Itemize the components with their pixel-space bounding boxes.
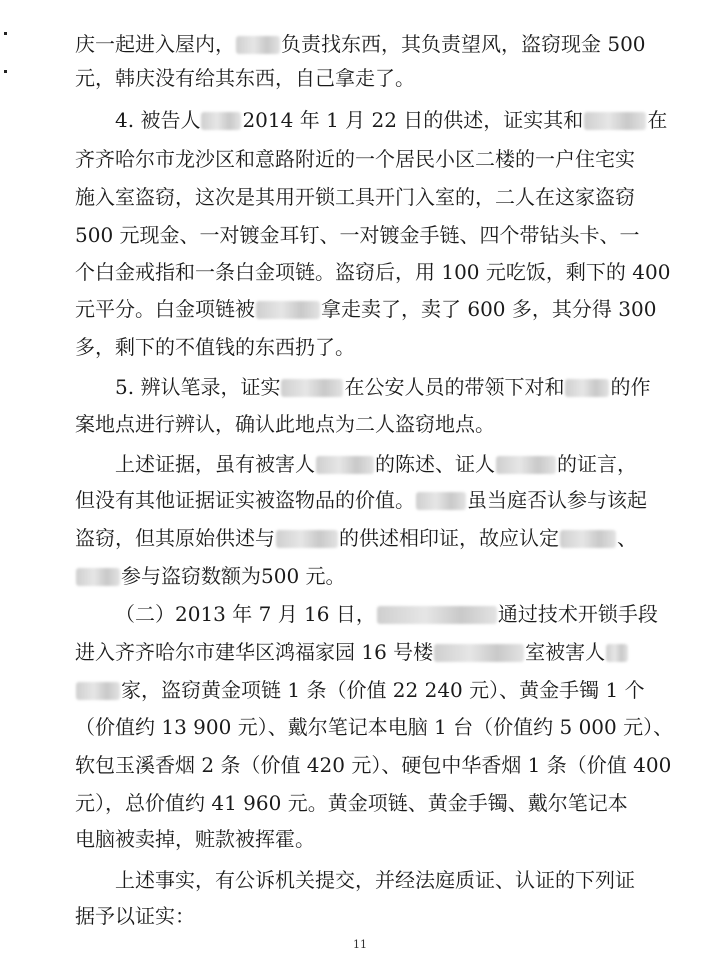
text-line xyxy=(75,676,665,704)
text-segment: （价值约 13 900 元）、戴尔笔记本电脑 1 台（价值约 5 000 元）、 xyxy=(75,715,674,739)
text-segment: 的供述相印证，故应认定 xyxy=(339,526,559,550)
text-segment: 5. 辨认笔录，证实 xyxy=(115,375,281,399)
text-line xyxy=(75,751,672,779)
text-line xyxy=(75,183,665,211)
page-number: 11 xyxy=(353,938,367,951)
text-line xyxy=(75,64,665,92)
text-segment: 个白金戒指和一条白金项链。盗窃后，用 100 元吃饭，剩下的 400 xyxy=(75,260,671,284)
text-segment: （二）2013 年 7 月 16 日， xyxy=(115,602,376,626)
text-segment: 元平分。白金项链被 xyxy=(75,297,255,321)
text-segment: 软包玉溪香烟 2 条（价值 420 元）、硬包中华香烟 1 条（价值 400 xyxy=(75,753,672,777)
redaction-block xyxy=(496,456,556,474)
text-line xyxy=(115,106,668,134)
text-segment: 但没有其他证据证实被盗物品的价值。 xyxy=(75,488,415,512)
redaction-block xyxy=(76,682,120,700)
text-line xyxy=(115,600,665,628)
redaction-block xyxy=(201,112,241,130)
redaction-block xyxy=(584,112,646,130)
text-segment: 施入室盗窃，这次是其用开锁工具开门入室的，二人在这家盗窃 xyxy=(75,185,635,209)
text-segment: 、 xyxy=(617,526,637,550)
text-segment: 上述证据，虽有被害人 xyxy=(115,452,315,476)
text-line xyxy=(115,373,665,401)
redaction-block xyxy=(434,644,524,662)
margin-mark xyxy=(4,32,7,35)
margin-mark xyxy=(4,70,7,73)
text-segment: 参与盗窃数额为500 元。 xyxy=(121,564,346,588)
text-line xyxy=(115,866,665,894)
text-line xyxy=(75,145,665,173)
text-segment: 家，盗窃黄金项链 1 条（价值 22 240 元）、黄金手镯 1 个 xyxy=(121,678,645,702)
text-segment: 通过技术开锁手段 xyxy=(497,602,658,626)
text-segment: 庆一起进入屋内， xyxy=(75,32,235,56)
text-line xyxy=(75,221,665,249)
text-segment: 的陈述、证人 xyxy=(375,452,495,476)
text-segment: 上述事实，有公诉机关提交，并经法庭质证、认证的下列证 xyxy=(115,868,635,892)
redaction-block xyxy=(565,379,609,397)
text-segment: 在公安人员的带领下对和 xyxy=(344,375,565,399)
text-segment: 拿走卖了，卖了 600 多，其分得 300 xyxy=(321,297,657,321)
text-segment: 据予以证实： xyxy=(75,904,195,928)
text-line xyxy=(115,450,665,478)
text-segment: 元），总价值约 41 960 元。黄金项链、黄金手镯、戴尔笔记本 xyxy=(75,791,628,815)
text-segment: 室被害人 xyxy=(525,640,606,664)
text-line xyxy=(75,486,665,514)
redaction-block xyxy=(560,530,616,548)
text-segment: 的证言， xyxy=(557,452,637,476)
redaction-block xyxy=(281,379,343,397)
text-segment: 虽当庭否认参与该起 xyxy=(467,488,647,512)
text-line xyxy=(75,902,665,930)
text-line xyxy=(75,713,674,741)
text-line xyxy=(75,562,665,590)
text-line xyxy=(75,638,665,666)
text-segment: 负责找东西，其负责望风，盗窃现金 500 xyxy=(281,32,646,56)
text-line xyxy=(75,789,665,817)
text-segment: 元，韩庆没有给其东西，自己拿走了。 xyxy=(75,66,415,90)
text-segment: 的作 xyxy=(610,375,651,399)
text-segment: 2014 年 1 月 22 日的供述，证实其和 xyxy=(242,108,584,132)
text-segment: 4. 被告人 xyxy=(115,108,201,132)
redaction-block xyxy=(606,644,628,662)
text-segment: 进入齐齐哈尔市建华区鸿福家园 16 号楼 xyxy=(75,640,434,664)
text-segment: 500 元现金、一对镀金耳钉、一对镀金手链、四个带钻头卡、一 xyxy=(75,223,640,247)
redaction-block xyxy=(316,456,374,474)
text-line xyxy=(75,333,665,361)
text-segment: 在 xyxy=(647,108,668,132)
text-segment: 案地点进行辨认，确认此地点为二人盗窃地点。 xyxy=(75,412,495,436)
text-line xyxy=(75,524,665,552)
redaction-block xyxy=(276,530,338,548)
text-line xyxy=(75,295,665,323)
text-line xyxy=(75,410,665,438)
redaction-block xyxy=(377,606,497,624)
text-segment: 多，剩下的不值钱的东西扔了。 xyxy=(75,335,355,359)
text-segment: 盗窃，但其原始供述与 xyxy=(75,526,275,550)
text-line xyxy=(75,258,671,286)
redaction-block xyxy=(256,301,320,319)
text-segment: 齐齐哈尔市龙沙区和意路附近的一个居民小区二楼的一户住宅实 xyxy=(75,147,635,171)
text-line xyxy=(75,30,665,58)
redaction-block xyxy=(416,492,466,510)
redaction-block xyxy=(76,568,120,586)
text-segment: 电脑被卖掉，赃款被挥霍。 xyxy=(75,827,315,851)
redaction-block xyxy=(236,36,280,54)
text-line xyxy=(75,825,665,853)
